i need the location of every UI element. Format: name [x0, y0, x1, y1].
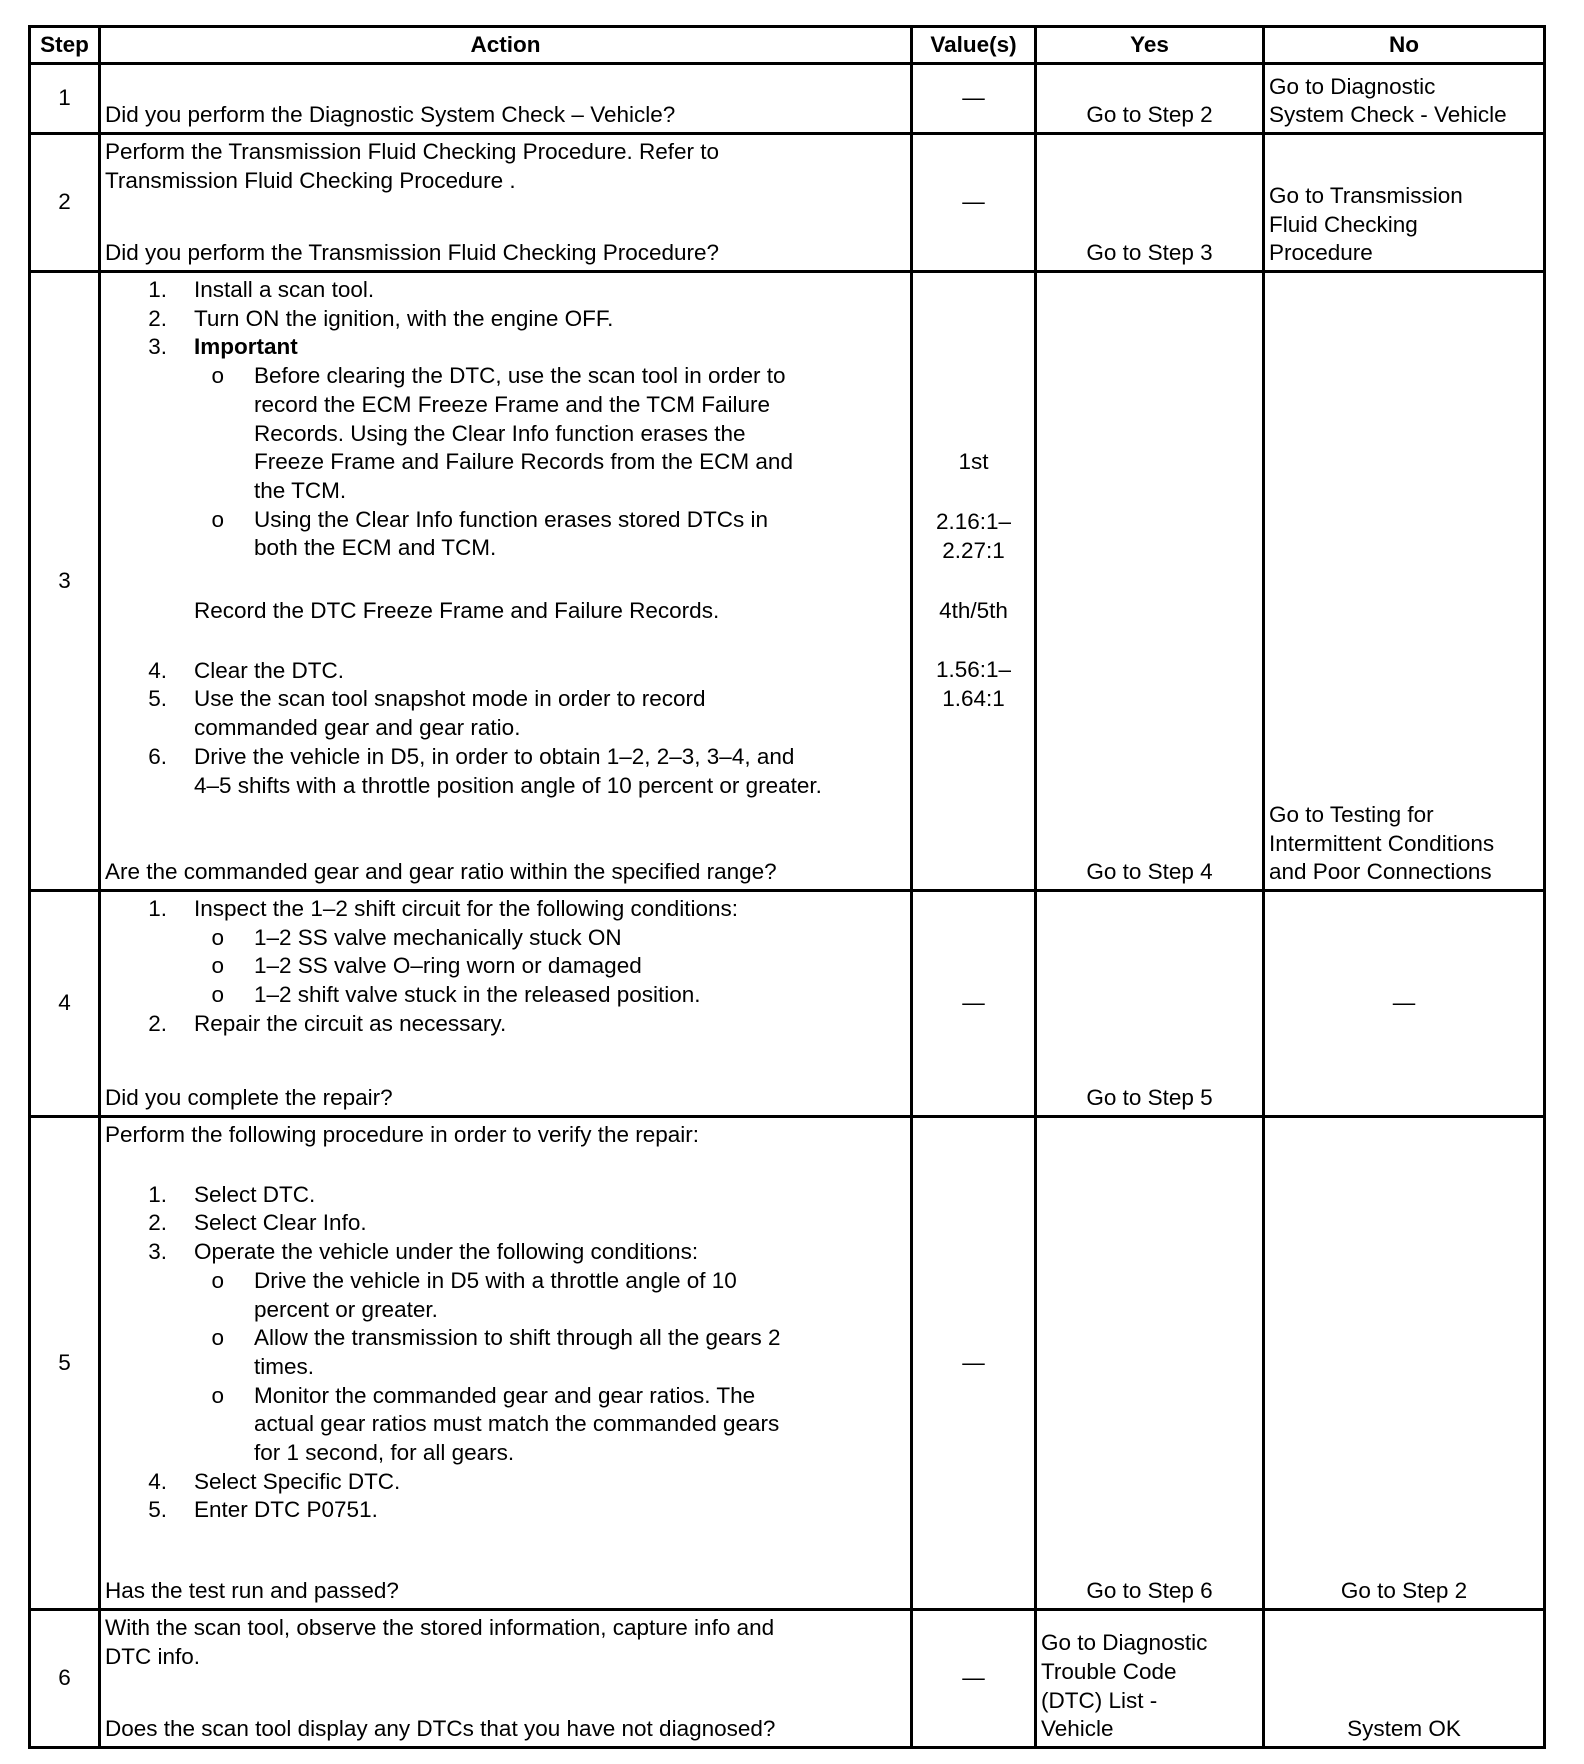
yes-result-link[interactable]: Go to Step 5	[1086, 1085, 1213, 1111]
header-yes: Yes	[1036, 27, 1264, 64]
value-text: 2.16:1– 2.27:1	[935, 509, 1012, 563]
no-result-link[interactable]: Go to Testing for Intermittent Conditions and Poor Connections	[1269, 801, 1495, 885]
yes-result-link[interactable]: Go to Step 6	[1086, 1578, 1213, 1604]
yes-result-cell	[1036, 891, 1264, 1117]
action-question: Has the test run and passed?	[105, 1578, 399, 1604]
value-text: 1st	[958, 449, 989, 475]
sub-list-item-text: Monitor the commanded gear and gear ratios. The actual gear ratios must match the commanded gears for 1 second, for all gears.	[254, 1382, 780, 1466]
bullet-icon: o	[211, 1325, 224, 1351]
values-cell	[912, 1117, 1036, 1610]
action-cell	[100, 891, 912, 1117]
sub-list-item	[105, 1382, 906, 1468]
sub-list-item	[105, 981, 906, 1010]
action-cell	[100, 134, 912, 272]
list-item-text: Inspect the 1–2 shift circuit for the following conditions:	[194, 896, 739, 921]
step-number: 1	[30, 64, 100, 134]
action-content	[105, 1121, 906, 1606]
values-cell	[912, 272, 1036, 891]
value-text: —	[962, 1349, 985, 1375]
no-result-cell	[1264, 134, 1545, 272]
bullet-icon: o	[211, 363, 224, 389]
list-item-number: 2.	[148, 1010, 167, 1036]
diagnostic-table	[28, 25, 1546, 1749]
list-item-number: 2.	[148, 1210, 167, 1236]
list-item-text: Select Clear Info.	[194, 1210, 367, 1236]
list-item-text: Turn ON the ignition, with the engine OFF.	[194, 305, 614, 331]
action-cell	[100, 1117, 912, 1610]
no-result-link[interactable]: Go to Transmission Fluid Checking Procedure	[1269, 182, 1463, 266]
list-item-text: Clear the DTC.	[194, 657, 345, 683]
sub-list-item-text: Drive the vehicle in D5 with a throttle angle of 10 percent or greater.	[254, 1267, 737, 1322]
list-item-number: 5.	[148, 686, 167, 712]
list-item-number: 5.	[148, 1497, 167, 1523]
action-cell	[100, 272, 912, 891]
no-result-cell	[1264, 272, 1545, 891]
list-item-number: 3.	[148, 1239, 167, 1265]
values-cell	[912, 1610, 1036, 1748]
action-content	[105, 895, 906, 1113]
yes-result-link[interactable]: Go to Step 4	[1086, 859, 1213, 885]
list-item-number: 6.	[148, 743, 167, 769]
table-row-step-5	[30, 1117, 1545, 1610]
action-steps-list	[105, 895, 906, 1039]
action-question: Did you perform the Diagnostic System Check – Vehicle?	[105, 102, 676, 128]
list-item-text: Important	[194, 334, 298, 360]
sub-list-item	[105, 362, 906, 506]
no-result-link[interactable]: Go to Diagnostic System Check - Vehicle	[1269, 73, 1507, 128]
list-item	[105, 1238, 906, 1267]
action-intro: With the scan tool, observe the stored information, capture info and DTC info.	[105, 1615, 775, 1669]
action-content	[105, 1614, 906, 1744]
table-row-step-3	[30, 272, 1545, 891]
list-item	[105, 333, 906, 362]
table-row-step-4	[30, 891, 1545, 1117]
no-result-link[interactable]: Go to Step 2	[1340, 1578, 1468, 1604]
list-item-number: 3.	[148, 334, 167, 360]
action-intro: Perform the Transmission Fluid Checking Procedure. Refer to Transmission Fluid Checking Procedure .	[105, 139, 720, 193]
value-text: 4th/5th	[939, 597, 1008, 623]
list-item	[105, 1209, 906, 1238]
sub-list-item	[105, 1267, 906, 1324]
list-item-number: 4.	[148, 657, 167, 683]
header-step: Step	[30, 27, 100, 64]
yes-result-link[interactable]: Go to Diagnostic Trouble Code (DTC) List - Vehicle	[1041, 1630, 1208, 1742]
table-row-step-2	[30, 134, 1545, 272]
no-result-link[interactable]: System OK	[1347, 1716, 1461, 1742]
bullet-icon: o	[211, 1267, 224, 1293]
sub-list-item	[105, 952, 906, 981]
list-item-text: Select DTC.	[194, 1181, 316, 1207]
action-content	[105, 276, 906, 887]
list-item	[105, 743, 906, 800]
table-row-step-6	[30, 1610, 1545, 1748]
list-item	[105, 276, 906, 305]
value-text: —	[962, 1665, 985, 1691]
list-item	[105, 895, 906, 924]
no-result-cell	[1264, 1610, 1545, 1748]
list-item	[105, 1181, 906, 1210]
no-result-cell	[1264, 64, 1545, 134]
values-cell	[912, 134, 1036, 272]
yes-result-link[interactable]: Go to Step 3	[1086, 240, 1213, 266]
value-text: —	[962, 990, 985, 1016]
list-item-text: Enter DTC P0751.	[194, 1497, 378, 1523]
yes-result-cell	[1036, 1610, 1264, 1748]
bullet-icon: o	[211, 982, 224, 1008]
action-steps-list	[105, 1181, 906, 1525]
yes-result-cell	[1036, 1117, 1264, 1610]
step-number: 4	[30, 891, 100, 1117]
list-item	[105, 305, 906, 334]
list-item	[105, 1496, 906, 1525]
sub-list-item	[105, 1324, 906, 1381]
list-item	[105, 685, 906, 742]
list-item-number: 1.	[148, 1181, 167, 1207]
header-action: Action	[100, 27, 912, 64]
list-item	[105, 1010, 906, 1039]
sub-list-item-text: 1–2 SS valve O–ring worn or damaged	[254, 953, 642, 979]
bullet-icon: o	[211, 924, 224, 950]
sub-list-item	[105, 506, 906, 563]
list-item-number: 4.	[148, 1468, 167, 1494]
action-note: Record the DTC Freeze Frame and Failure Records.	[194, 598, 720, 624]
list-item-text: Use the scan tool snapshot mode in order to record commanded gear and gear ratio.	[194, 686, 706, 741]
list-item-number: 1.	[148, 277, 167, 302]
sub-list-item	[105, 924, 906, 953]
list-item-text: Operate the vehicle under the following conditions:	[194, 1239, 699, 1265]
action-content	[105, 68, 906, 130]
header-values: Value(s)	[912, 27, 1036, 64]
value-text: 1.56:1– 1.64:1	[935, 657, 1012, 711]
sub-list-item-text: Using the Clear Info function erases stored DTCs in both the ECM and TCM.	[254, 506, 768, 561]
no-result-link: —	[1392, 990, 1416, 1016]
header-no: No	[1264, 27, 1545, 64]
sub-list-item-text: 1–2 shift valve stuck in the released position.	[254, 982, 701, 1008]
bullet-icon: o	[211, 953, 224, 979]
list-item-number: 1.	[148, 896, 167, 921]
value-text: —	[962, 85, 985, 111]
yes-result-link[interactable]: Go to Step 2	[1086, 102, 1213, 128]
no-result-cell	[1264, 891, 1545, 1117]
action-cell	[100, 64, 912, 134]
value-text: —	[962, 189, 985, 215]
header-row	[30, 27, 1545, 64]
step-number: 3	[30, 272, 100, 891]
action-question: Are the commanded gear and gear ratio within the specified range?	[105, 859, 777, 885]
step-number: 6	[30, 1610, 100, 1748]
list-item-text: Install a scan tool.	[194, 277, 375, 302]
sub-list-item-text: Before clearing the DTC, use the scan tool in order to record the ECM Freeze Frame and the TCM Failure Records. Using the Clear Info function erases the Freeze Frame and Failure Records from the ECM and the TCM.	[254, 363, 793, 503]
list-item-text: Repair the circuit as necessary.	[194, 1010, 507, 1036]
list-item	[105, 657, 906, 686]
yes-result-cell	[1036, 134, 1264, 272]
list-item-text: Select Specific DTC.	[194, 1468, 401, 1494]
yes-result-cell	[1036, 272, 1264, 891]
bullet-icon: o	[211, 1382, 224, 1408]
action-content	[105, 138, 906, 268]
list-item-number: 2.	[148, 305, 167, 331]
action-steps-list	[105, 276, 906, 800]
list-item	[105, 1468, 906, 1497]
no-result-cell	[1264, 1117, 1545, 1610]
list-item-text: Drive the vehicle in D5, in order to obtain 1–2, 2–3, 3–4, and 4–5 shifts with a throttle position angle of 10 percent or greater.	[194, 743, 822, 798]
sub-list-item-text: Allow the transmission to shift through all the gears 2 times.	[254, 1325, 781, 1379]
action-intro: Perform the following procedure in order to verify the repair:	[105, 1122, 700, 1147]
yes-result-cell	[1036, 64, 1264, 134]
action-cell	[100, 1610, 912, 1748]
step-number: 5	[30, 1117, 100, 1610]
action-question: Did you perform the Transmission Fluid Checking Procedure?	[105, 240, 720, 266]
action-question: Does the scan tool display any DTCs that you have not diagnosed?	[105, 1716, 776, 1742]
values-cell	[912, 891, 1036, 1117]
values-cell	[912, 64, 1036, 134]
sub-list-item-text: 1–2 SS valve mechanically stuck ON	[254, 924, 622, 950]
step-number: 2	[30, 134, 100, 272]
bullet-icon: o	[211, 506, 224, 532]
table-row-step-1	[30, 64, 1545, 134]
action-question: Did you complete the repair?	[105, 1085, 393, 1111]
